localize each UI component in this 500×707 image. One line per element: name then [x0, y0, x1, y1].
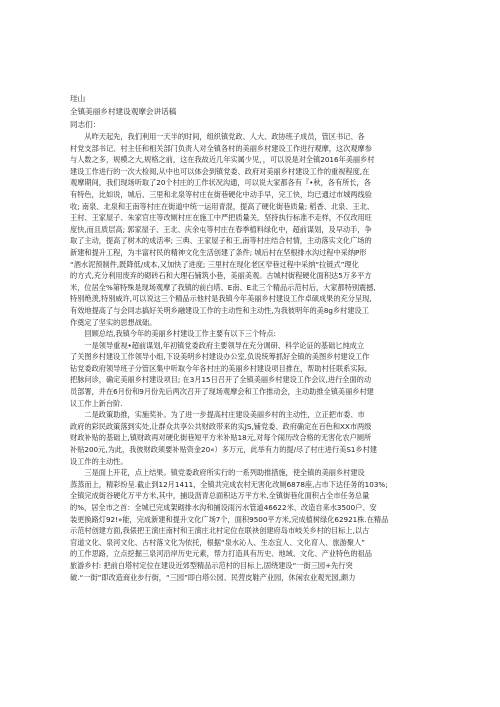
body-line: 度快,而且质层高; 郭家屋子、王北、庆余屯等村庄在春季植料绿化中，超前谋划，及早动手，争 — [70, 224, 372, 234]
body-line: 的%，居全市之首：全城已完成架砌排水沟和捕设雨污水管道46622米、改造自来水3500户、安 — [70, 503, 377, 512]
body-line: 新建和提升工程，为丰富村民的精神文化生活创建了条件; 城后村在坚根排水沟过程中采纳P形 — [70, 247, 367, 257]
body-line: 补贴200元,为此，我彼财政须要补贴资金20«）多万元，此举有力的提/尽了村庄进行美S1乡村建 — [70, 445, 378, 455]
document-body — [70, 131, 432, 583]
body-line: 收; 南泉、北泉和王南等村庄在街道中统一运用青混，提高了硬化街巷质量; 稻香、北泉、王北、 — [70, 201, 375, 211]
body-line: 作奠定了坚实的思想战础。 — [70, 317, 157, 327]
body-line: “酒水泥预制件,既降低/成本,又加快了进度; 三里村在现化老区窄巷过程中采纳“拉链式”理化 — [70, 259, 359, 269]
document-page — [70, 92, 432, 583]
body-line: 了关图乡村建设工作领导小组,下设美明乡村建设办公室,负说统筹抓好全镇的美图乡村建设工作 — [70, 352, 370, 362]
body-line: 二是政策助推，实施奖补。为了进一步提高村庄建设美丽乡村的主动性，立正把市委、市 — [70, 410, 365, 420]
body-line: 的方式,充分利用废弃的砌砖石和大理石铺筑小巷，美丽美观。古城村街程硬化面积达5万多平方 — [70, 271, 372, 281]
body-line: 三是面上开花，点上结果。镇党委政府所实行的一系列助推措施，使全镇的美丽乡村建设 — [70, 468, 365, 478]
body-line: 从昨天起先，我们利用一天半的时间，组织镇党政、人大、政协班子成员，管区书记、各 — [70, 132, 365, 141]
body-line: 官道文化、泉河文化、古村落文化为依托，根据“泉水沁人、生态宜人、文化育人、旅游聚人” — [70, 537, 365, 547]
body-line: 全镇完成街谷硬化万平方米,其中，捕设沥青总面积达万平方米,全镇街巷化面积占全市任务总量 — [70, 491, 370, 501]
document-title: 全镇美丽乡村建设观摩会讲话稿 — [70, 107, 177, 116]
body-line: 有特色，比如说，城后、三里和北泉等村庄在街巷硬化中动手早，完工快，均已通过市城两线验 — [70, 189, 372, 199]
body-line: 王村、王家屋子、朱家官庄等改厕村庄在施工中严把质量关，坚持执行标准不走样，不仅改用旺 — [70, 213, 372, 223]
author-name: 珪山 — [70, 94, 86, 103]
body-line: 的工作思路，立点挖掘三泉河沿岸历史元素，帮力打造具有历史、地域、文化、产业特色的祖品 — [70, 549, 372, 559]
body-line: 设工作的主动性。 — [70, 456, 128, 466]
body-line: 财政补贴的基础上,镇财政再对硬化街巷短平方米补贴18元,对每个闹历改合格的无害化农户厕所 — [70, 433, 372, 443]
body-line: 与人数之多，规模之大,规格之前，这在我故近几年实属少见，，可以说是对全镇2016年美丽乡村 — [70, 155, 375, 165]
body-line: 示范村创建方面,我俵把王演庄南村和王演庄北村定位在联袂创建府岛市岐关乡村的目标上,以古 — [70, 526, 370, 536]
body-line: 政府的彩民政策落到实处,让群众共享公共财政带来的实JS,铺党委、政府确定在百色和XX市两级 — [70, 421, 372, 431]
body-line: 一是领导重视•超前谋划,年初镇党委政府主要领导在充分调研、科学论证的基础匕纯成立 — [70, 340, 365, 350]
body-line: 员部署，并在6月份和9月份先后两次召开了现场观摩会和工作推动会，主动助推全镇美丽乡村建 — [70, 387, 374, 397]
body-line: 议工作上新台阶. — [70, 398, 123, 408]
body-line: 蒸蒸而上，精彩纷呈.截止到12月1411，全镇共完成农村无害化改厕6878座,占市下达任务的103%; — [70, 479, 388, 489]
body-line: 回顾总结,我镇今年的美丽乡村建设工作主要有以下三个特点: — [70, 329, 276, 339]
body-line: 有效地提高了与会同志搞好关明乡融建设工作的主动性和主动性,为我彼明年的美8g乡村建设工 — [70, 305, 369, 315]
body-line: 特别绝羡,特别威许,可以说这三个精品示他村是我镇今年美丽乡村建设工作卓硕成果的充分呈现, — [70, 294, 372, 304]
body-line: 米，位居全%第特殊是现场观摩了我镇的前白塔、E南、E北三个精品示范村后，大家都特别震撼, — [70, 282, 376, 292]
salutation: 同志们： — [70, 120, 101, 129]
body-line: 钻党委政府领导班子分管区集中听取今年各村庄的美丽乡村建设项目推在，帮助村任联系实际, — [70, 363, 367, 373]
body-line: 建设工作进行的一次大检阅,从中也可以体会到镇党委、政府对美丽乡村建设工作的重视程度,在 — [70, 166, 370, 176]
body-line: 旅游乡村: 把前白塔村定位在建设近郊型精品示范村的目标上,固绕建设“一街三园+先行突 — [70, 560, 353, 570]
body-line: 把脉问诊，确定美丽乡村建设项目; 在3月15日召开了全镇美丽乡村建设工作会议,进行全面的动 — [70, 375, 372, 385]
body-line: 取了主动，提高了树木的成活率; 三典、王家屋子和王,南等村庄结合村情，主动落实文化广场的 — [70, 236, 372, 246]
body-line: 村党支部书记、村主任和相关部门负责人对全镇各村的美丽乡村建设工作进行观摩，这次观摩参 — [70, 143, 372, 153]
body-line: 装更换路灯92!»能，完成新建和提升文化广场7个，面积9500平方米,完成植树绿化62921株.在精品 — [70, 514, 389, 524]
body-line: 观摩期间，我们现场听取了20个村庄的工作状况沟通，可以说大家都各有『•秋，各有所长，各 — [70, 178, 371, 188]
body-line: 破.“一街”即改造商业步行街，“三园”即白塔公园、民营皮鞋产业园，休闲农业观光园,颇力 — [70, 572, 356, 582]
